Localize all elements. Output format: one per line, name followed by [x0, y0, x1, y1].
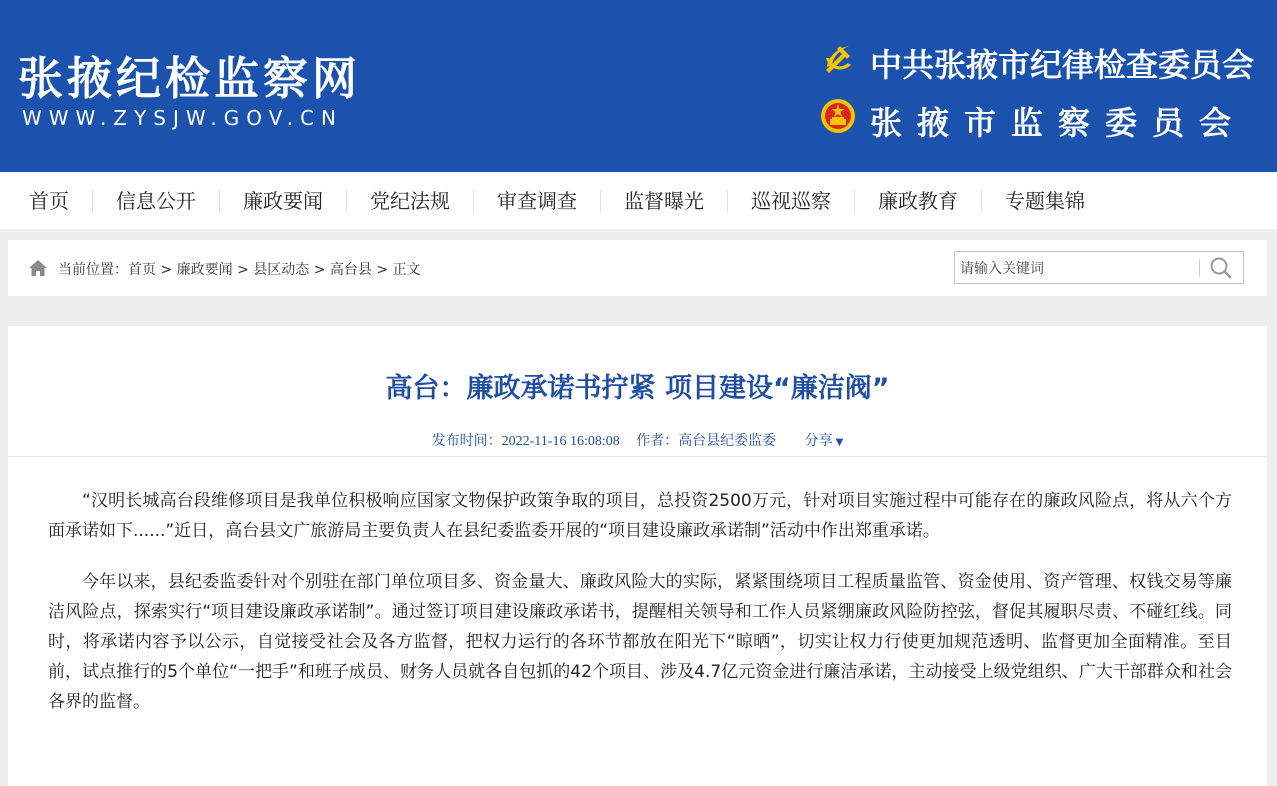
search-divider — [1199, 259, 1200, 277]
org-name-line2: 张掖市监察委员会 — [870, 104, 1247, 142]
article-body — [48, 486, 1232, 738]
chevron-down-icon: ▼ — [835, 437, 844, 448]
org-name-line1: 中共张掖市纪律检查委员会 — [870, 46, 1255, 84]
nav-item-home[interactable]: 首页 — [29, 188, 69, 213]
share-label: 分享 — [804, 433, 833, 449]
search-input[interactable] — [956, 253, 1202, 284]
breadcrumb-item-gaotai[interactable]: 高台县 — [329, 262, 372, 278]
site-url: WWW.ZYSJW.GOV.CN — [22, 106, 344, 130]
breadcrumb-separator: > — [156, 262, 177, 278]
nav-item-integrity-education[interactable]: 廉政教育 — [854, 190, 981, 212]
author: 高台县纪委监委 — [678, 433, 777, 449]
meta-divider — [8, 456, 1267, 457]
nav-item-investigation[interactable]: 审查调查 — [473, 190, 600, 212]
share-button[interactable] — [805, 433, 844, 449]
nav-item-integrity-news[interactable]: 廉政要闻 — [219, 190, 346, 212]
publish-time-label: 发布时间： — [431, 433, 502, 449]
state-emblem-icon — [820, 98, 856, 134]
breadcrumb-separator: > — [371, 262, 393, 278]
search-icon[interactable] — [1207, 256, 1237, 280]
article-title: 高台：廉政承诺书拧紧 项目建设“廉洁阀” — [385, 373, 890, 404]
nav-item-info-disclosure[interactable]: 信息公开 — [92, 190, 219, 212]
article-paragraph: 今年以来，县纪委监委针对个别驻在部门单位项目多、资金量大、廉政风险大的实际，紧紧围绕项目工程质量监管、资金使用、资产管理、权钱交易等廉洁风险点，探索实行“项目建设廉政承诺制”。通过签订项目建设廉政承诺书，提醒相关领导和工作人员紧绷廉政风险防控弦，督促其履职尽责、不碰红线。同时，将承诺内容予以公示，自觉接受社会及各方监督，把权力运行的各环节都放在阳光下“晾晒”，切实让权力行使更加规范透明、监督更加全面精准。至目前，试点推行的5个单位“一把手”和班子成员、财务人员就各自包抓的42个项目、涉及4.7亿元资金进行廉洁承诺，主动接受上级党组织、广大干部群众和社会各界的监督。 — [48, 572, 1232, 712]
breadcrumb-separator: > — [232, 262, 254, 278]
breadcrumb-item-home[interactable]: 首页 — [128, 262, 156, 278]
search-box — [954, 251, 1244, 284]
breadcrumb-separator: > — [309, 262, 330, 278]
site-header — [0, 0, 1277, 172]
article-meta — [8, 430, 1267, 450]
nav-item-inspection[interactable]: 巡视巡察 — [727, 190, 854, 212]
article-paragraph: “汉明长城高台段维修项目是我单位积极响应国家文物保护政策争取的项目，总投资2500万元，针对项目实施过程中可能存在的廉政风险点，将从六个方面承诺如下......”近日，高台县文广旅游局主要负责人在县纪委监委开展的“项目建设廉政承诺制”活动中作出郑重承诺。 — [48, 491, 1232, 541]
nav-item-special-topics[interactable]: 专题集锦 — [981, 190, 1108, 212]
breadcrumb — [58, 259, 421, 279]
site-title[interactable]: 张掖纪检监察网 — [18, 52, 362, 105]
home-icon — [28, 259, 48, 277]
nav-item-supervision-exposure[interactable]: 监督曝光 — [600, 190, 727, 212]
article-panel — [8, 326, 1267, 786]
breadcrumb-item-integrity-news[interactable]: 廉政要闻 — [176, 262, 233, 278]
main-nav — [0, 172, 1277, 229]
breadcrumb-item-county-news[interactable]: 县区动态 — [253, 262, 310, 278]
party-emblem-icon — [820, 40, 856, 76]
publish-time: 2022-11-16 16:08:08 — [501, 434, 620, 449]
breadcrumb-prefix: 当前位置： — [58, 262, 128, 278]
breadcrumb-item-current: 正文 — [392, 262, 421, 278]
author-label: 作者： — [636, 433, 679, 449]
nav-item-party-regulations[interactable]: 党纪法规 — [346, 190, 473, 212]
breadcrumb-bar — [8, 240, 1267, 296]
